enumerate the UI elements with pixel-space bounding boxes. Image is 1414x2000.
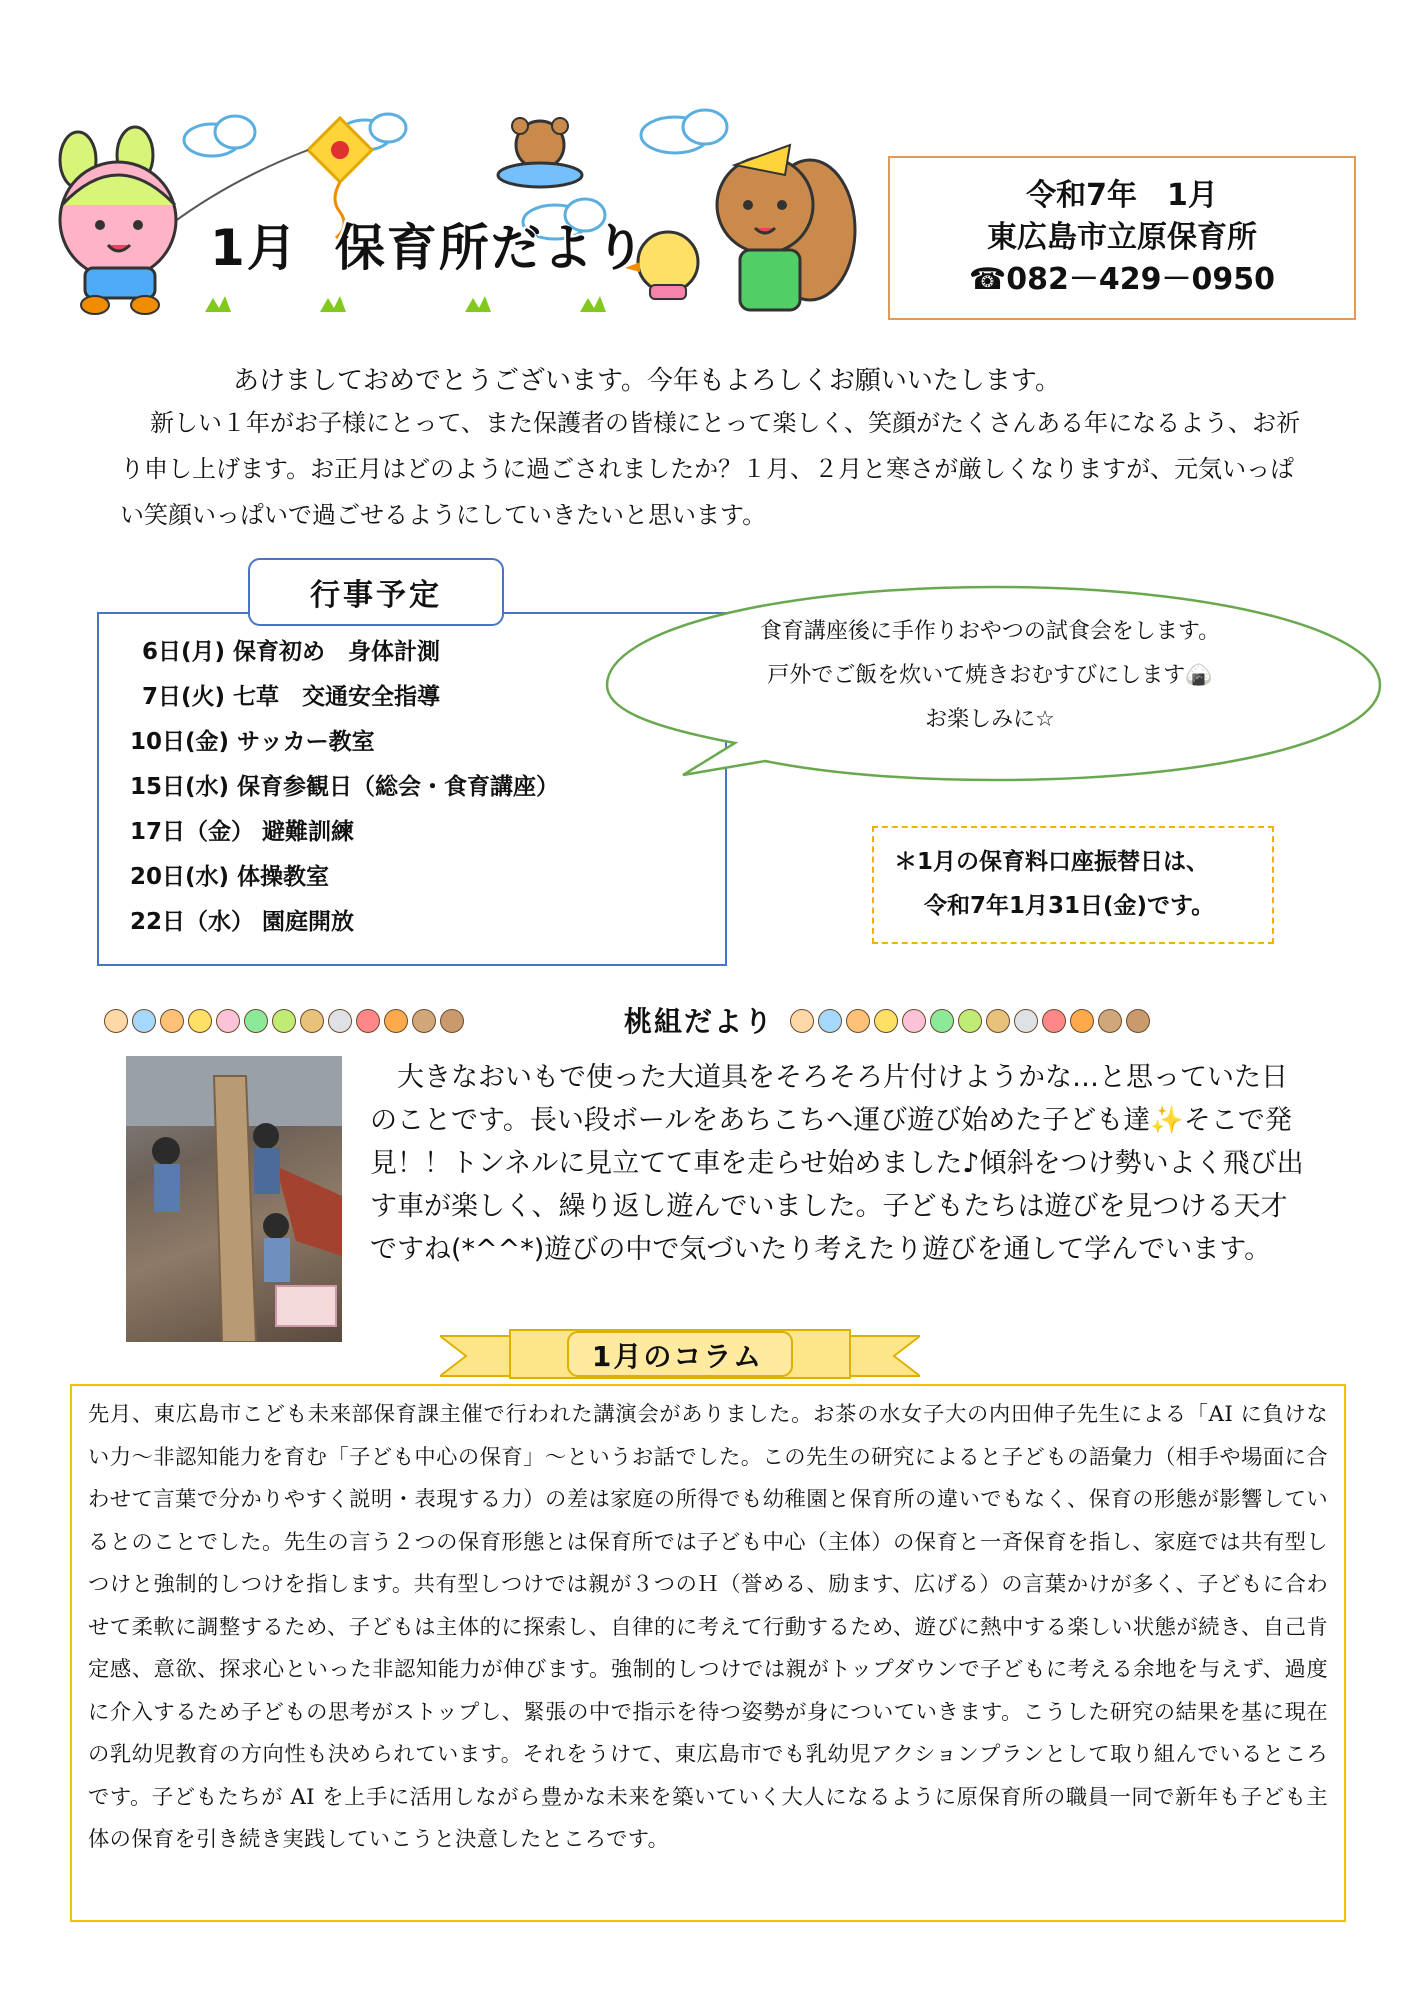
zodiac-animal-icon	[874, 1009, 898, 1033]
facility-info-box	[888, 156, 1356, 320]
bubble-line: 戸外でご飯を炊いて焼きおむすびにします🍙	[767, 663, 1213, 688]
zodiac-animal-icon	[272, 1009, 296, 1033]
momo-heading: 桃組だより	[624, 1005, 775, 1038]
column-paragraph: 先月、東広島市こども未来部保育課主催で行われた講演会がありました。お茶の水女子大の内田伸子先生による「AI に負けない力～非認知能力を育む「子ども中心の保育」～というお話でした。この先生の研究によると子どもの語彙力（相手や場面に合わせて言葉で分かりやすく説明・表現する力）の差は家庭の所得でも幼稚園と保育所の違いでもなく、保育の形態が影響しているとのことでした。先生の言う２つの保育形態とは保育所では子ども中心（主体）の保育と一斉保育を指し、家庭では共有型しつけと強制的しつけを指します。共有型しつけでは親が３つのＨ（誉める、励ます、広げる）の言葉かけが多く、子どもに合わせて柔軟に調整するため、子どもは主体的に探索し、自律的に考えて行動するため、遊びに熱中する楽しい状態が続き、自己肯定感、意欲、探求心といった非認知能力が伸びます。強制的しつけでは親がトップダウンで子どもに考える余地を与えず、過度に介入するため子どもの思考がストップし、緊張の中で指示を待つ姿勢が身についていきます。こうした研究の結果を基に現在の乳幼児教育の方向性も決められています。それをうけて、東広島市でも乳幼児アクションプランとして取り組んでいるところです。子どもたちが AI を上手に活用しながら豊かな未来を築いていく大人になるように原保育所の職員一同で新年も子ども主体の保育を引き続き実践していこうと決意したところです。	[88, 1402, 1328, 1852]
column-heading: 1月のコラム	[591, 1340, 764, 1373]
issue-date: 令和7年 1月	[1026, 178, 1218, 213]
fee-notice-box	[872, 826, 1274, 944]
zodiac-animal-icon	[790, 1009, 814, 1033]
zodiac-animal-icon	[1126, 1009, 1150, 1033]
newsletter-title	[210, 208, 647, 280]
zodiac-animal-icon	[384, 1009, 408, 1033]
children-playing-photo	[126, 1056, 342, 1342]
zodiac-animal-icon	[104, 1009, 128, 1033]
title-month: 1月	[210, 219, 299, 277]
phone-number: ☎082－429－0950	[968, 262, 1276, 297]
zodiac-animal-icon	[244, 1009, 268, 1033]
event-item: 15日(水) 保育参観日（総会・食育講座）	[130, 774, 560, 800]
zodiac-animal-icon	[1014, 1009, 1038, 1033]
zodiac-animal-icon	[132, 1009, 156, 1033]
facility-name: 東広島市立原保育所	[987, 220, 1257, 255]
bubble-line: 食育講座後に手作りおやつの試食会をします。	[759, 619, 1221, 644]
zodiac-animal-icon	[1042, 1009, 1066, 1033]
zodiac-animals-right	[790, 1004, 1150, 1038]
zodiac-animal-icon	[440, 1009, 464, 1033]
zodiac-animal-icon	[1098, 1009, 1122, 1033]
zodiac-animal-icon	[958, 1009, 982, 1033]
bubble-text	[680, 610, 1300, 742]
grass-icon	[205, 296, 606, 312]
zodiac-animal-icon	[986, 1009, 1010, 1033]
momo-paragraph: 大きなおいもで使った大道具をそろそろ片付けようかな…と思っていた日のことです。長い段ボールをあちこちへ運び遊び始めた子ども達✨そこで発見！！トンネルに見立てて車を走らせ始めました♪傾斜をつけ勢いよく飛び出す車が楽しく、繰り返し遊んでいました。子どもたちは遊びを見つける天才ですね(*^^*)遊びの中で気づいたり考えたり遊びを通して学んでいます。	[370, 1062, 1304, 1265]
fee-line: ＊1月の保育料口座振替日は、	[894, 849, 1210, 875]
squirrel-character-icon	[717, 145, 855, 310]
zodiac-animal-icon	[300, 1009, 324, 1033]
event-item: 10日(金) サッカー教室	[130, 729, 375, 755]
zodiac-animal-icon	[902, 1009, 926, 1033]
event-item: 22日（水） 園庭開放	[130, 909, 355, 935]
zodiac-animal-icon	[356, 1009, 380, 1033]
new-year-greeting: あけましておめでとうございます。今年もよろしくお願いいたします。	[233, 366, 1061, 396]
zodiac-animal-icon	[930, 1009, 954, 1033]
events-list	[130, 630, 559, 945]
zodiac-animal-icon	[160, 1009, 184, 1033]
zodiac-animal-icon	[818, 1009, 842, 1033]
zodiac-animal-icon	[328, 1009, 352, 1033]
fee-line: 令和7年1月31日(金)です。	[924, 893, 1215, 919]
bubble-line: お楽しみに☆	[925, 707, 1055, 732]
events-heading: 行事予定	[248, 558, 504, 626]
event-item: 17日（金） 避難訓練	[130, 819, 355, 845]
zodiac-animal-icon	[216, 1009, 240, 1033]
zodiac-animal-icon	[188, 1009, 212, 1033]
event-item: 20日(水) 体操教室	[130, 864, 330, 890]
zodiac-animals-left	[104, 1004, 464, 1038]
intro-paragraph: 新しい１年がお子様にとって、また保護者の皆様にとって楽しく、笑顔がたくさんある年になるよう、お祈り申し上げます。お正月はどのように過ごされましたか？１月、２月と寒さが厳しくなりますが、元気いっぱい笑顔いっぱいで過ごせるようにしていきたいと思います。	[120, 409, 1301, 529]
bear-character-icon	[498, 118, 582, 187]
event-item: 6日(月) 保育初め 身体計測	[142, 639, 441, 665]
header-illustration	[0, 0, 880, 330]
title-main: 保育所だより	[334, 219, 647, 277]
zodiac-animal-icon	[412, 1009, 436, 1033]
event-item: 7日(火) 七草 交通安全指導	[142, 684, 441, 710]
zodiac-animal-icon	[1070, 1009, 1094, 1033]
zodiac-animal-icon	[846, 1009, 870, 1033]
rabbit-character-icon	[60, 127, 176, 314]
